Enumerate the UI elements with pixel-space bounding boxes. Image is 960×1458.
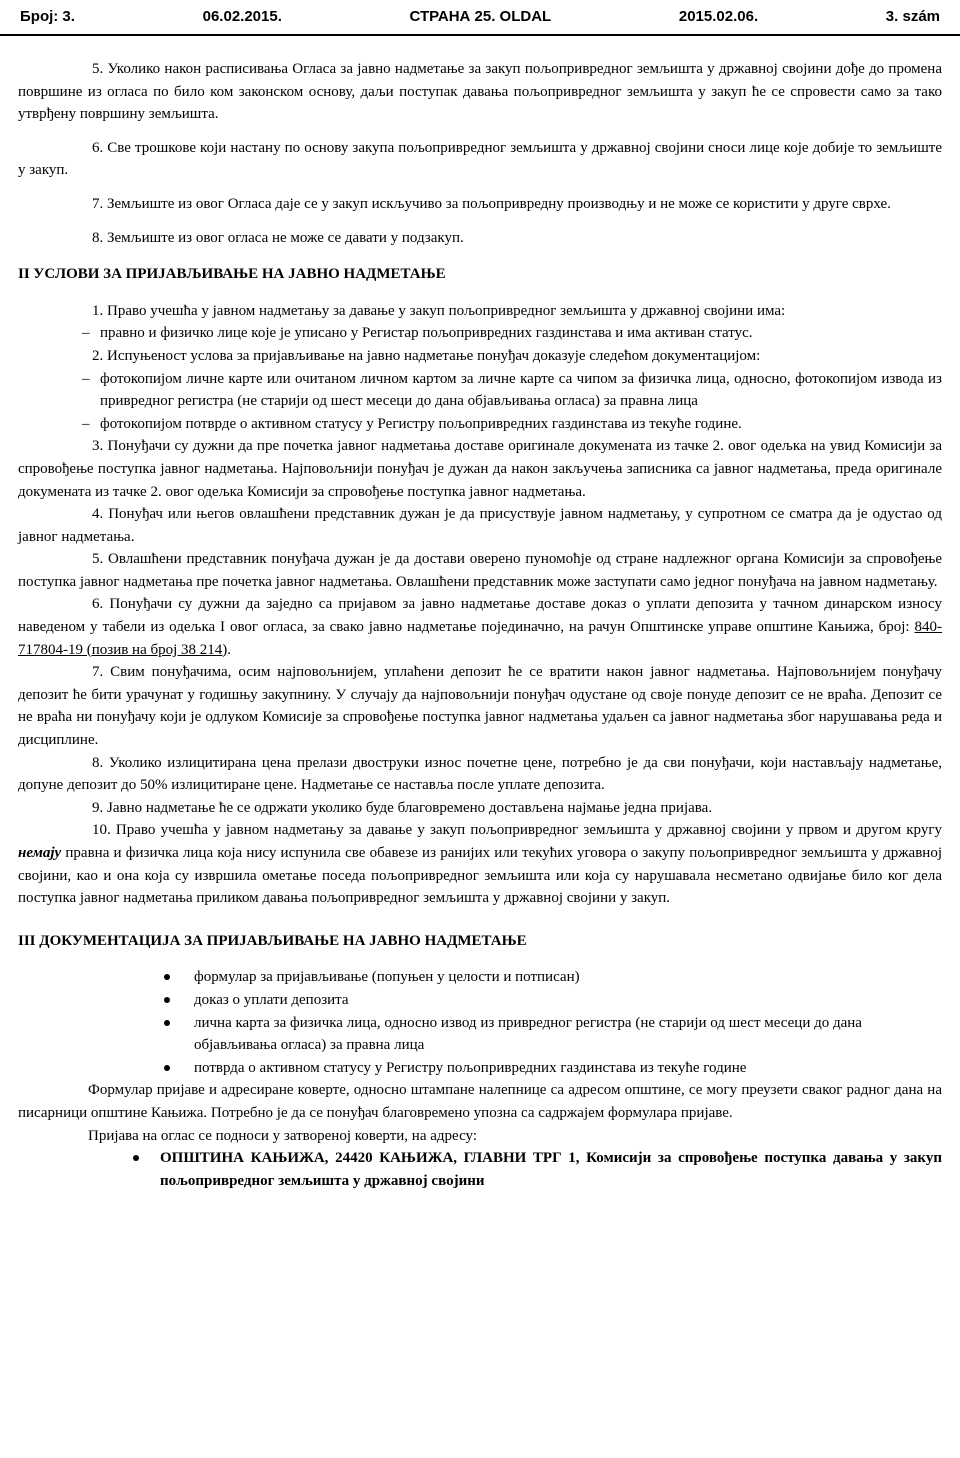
- bank-account-number: 840-717804-19 (позив на број 38 214): [18, 619, 942, 658]
- s2-item-10-text-a: 10. Право учешћа у јавном надметању за давање у закуп пољопривредног земљишта у државној својини у првом и другом кругу: [92, 822, 942, 839]
- paragraph-8: 8. Земљиште из овог огласа не може се давати у подзакуп.: [92, 229, 464, 246]
- formular-paragraph: Формулар пријаве и адресиране коверте, односно штампане налепнице са адресом општине, се могу преузети сваког радног дана на писарници општине Кањижа. Потребно је да се понуђач благовремено упозна са садржајем формулара пријаве.: [18, 1082, 942, 1121]
- list-item: формулар за пријављивање (попуњен у целости и потписан): [18, 966, 942, 989]
- s2-item-10-text-b: правна и физичка лица која нису испунила све обавезе из ранијих или текућих уговора о закупу пољопривредног земљишта у државној својини, као и она која су извршила ометање поседа пољопривредног земљишта или која су нарушавала несметано одвијање било ког дела поступка јавног надметања приликом давања пољопривредног земљишта у државној својини у закуп.: [18, 845, 942, 907]
- issue-number-hu: 3. szám: [885, 7, 940, 25]
- issue-date-hu: 2015.02.06.: [678, 7, 759, 25]
- s2-item-3: 3. Понуђачи су дужни да пре почетка јавног надметања доставе оригинале докумената из тачке 2. овог одељка на увид Комисији за спровођење поступка јавног надметања. Најповољнији понуђач је дужан да након закључења записника са јавног надметања, преда оригинале докумената из тачке 2. овог одељка Комисији за спровођење поступка јавног надметања.: [18, 438, 942, 500]
- page-header: [0, 0, 960, 36]
- address-item: ОПШТИНА КАЊИЖА, 24420 КАЊИЖА, ГЛАВНИ ТРГ 1, Комисији за спровођење поступка давања у закуп пољопривредног земљишта у државној својини: [18, 1147, 942, 1192]
- s2-item-6-end: .: [227, 641, 232, 658]
- s2-item-5: 5. Овлашћени представник понуђача дужан је да достави оверено пуномоћје од стране надлежног органа Комисији за спровођење поступка јавног надметања пре почетка јавног надметања. Овлашћени представник може заступати само једног понуђача на јавном надметању.: [18, 551, 942, 590]
- s2-item-1-dash: – правно и физичко лице које је уписано у Регистар пољопривредних газдинстава и има активан статус.: [18, 322, 942, 345]
- document-body: [18, 58, 942, 1192]
- s2-item-6-text: 6. Понуђачи су дужни да заједно са пријавом за јавно надметање доставе доказ о уплати депозита у тачном динарском износу наведеном у табели из одељка I овог огласа, за свако јавно надметање појединачно, на рачун Општинске управе општине Кањижа, број:: [18, 596, 942, 636]
- address-list: [18, 1147, 942, 1192]
- issue-number-cyr: Број: 3.: [20, 7, 75, 25]
- s2-item-2-dash-2: – фотокопијом потврде о активном статусу у Регистру пољопривредних газдинстава из текуће године.: [18, 413, 942, 436]
- paragraph-7: 7. Земљиште из овог Огласа даје се у закуп искључиво за пољопривредну производњу и не може се користити у друге сврхе.: [92, 195, 891, 212]
- section-3-title: III ДОКУМЕНТАЦИЈА ЗА ПРИЈАВЉИВАЊЕ НА ЈАВНО НАДМЕТАЊЕ: [18, 932, 527, 949]
- s2-item-9: 9. Јавно надметање ће се одржати уколико буде благовремено достављена најмање једна пријава.: [92, 799, 713, 816]
- section-2-title: II УСЛОВИ ЗА ПРИЈАВЉИВАЊЕ НА ЈАВНО НАДМЕТАЊЕ: [18, 266, 446, 283]
- issue-date-cyr: 06.02.2015.: [202, 7, 282, 25]
- list-item: доказ о уплати депозита: [18, 989, 942, 1012]
- paragraph-5: 5. Уколико након расписивања Огласа за јавно надметање за закуп пољопривредног земљишта у државној својини дође до промена површине из огласа по било ком законском основу, даљи поступак давања пољопривредног земљишта у закуп ће се спровести само за тако утврђену површину земљишта.: [18, 61, 942, 123]
- address-intro: Пријава на оглас се подноси у затвореној коверти, на адресу:: [88, 1127, 477, 1144]
- page-number: СТРАНА 25. OLDAL: [409, 7, 552, 25]
- s2-item-2: 2. Испуњеност услова за пријављивање на јавно надметање понуђач доказује следећом документацијом:: [92, 347, 761, 364]
- list-item: лична карта за физичка лица, односно извод из привредног регистра (не старији од шест месеци до дана објављивања огласа) за правна лица: [18, 1012, 942, 1057]
- s2-item-6: [18, 593, 942, 661]
- s2-item-1: 1. Право учешћа у јавном надметању за давање у закуп пољопривредног земљишта у државној својини има:: [92, 302, 786, 319]
- s2-item-10: [18, 819, 942, 909]
- paragraph-6: 6. Све трошкове који настану по основу закупа пољопривредног земљишта у државној својини сноси лице које добије то земљиште у закуп.: [18, 139, 942, 179]
- s2-item-7: 7. Свим понуђачима, осим најповољнијем, уплаћени депозит ће се вратити након јавног надметања. Најповољнијем понуђачу депозит ће бити урачунат у годишњу закупнину. У случају да најповољнији понуђач одустане од своје понуде депозит се не враћа. Депозит се не враћа ни понуђачу који је одлуком Комисије за спровођење поступка јавног надметања удаљен са јавног надметања због нарушавања реда и дисциплине.: [18, 664, 942, 749]
- list-item: потврда о активном статусу у Регистру пољопривредних газдинстава из текуће године: [18, 1057, 942, 1080]
- s2-item-2-dash-1: – фотокопијом личне карте или очитаном личном картом за личне карте са чипом за физичка лица, односно, фотокопијом извода из привредног регистра (не старији од шест месеци до дана објављивања огласа) за правна лица: [18, 368, 942, 413]
- s2-item-10-emphasis: немају: [18, 845, 62, 861]
- s2-item-4: 4. Понуђач или његов овлашћени представник дужан је да присуствује јавном надметању, у супротном се сматра да је одустао од јавног надметања.: [18, 506, 942, 545]
- s2-item-8: 8. Уколико излицитирана цена прелази двоструки износ почетне цене, потребно је да сви понуђачи, који настављају надметање, допуне депозит до 50% излицитиране цене. Надметање се наставља после уплате депозита.: [18, 754, 942, 794]
- documents-list: [18, 966, 942, 1079]
